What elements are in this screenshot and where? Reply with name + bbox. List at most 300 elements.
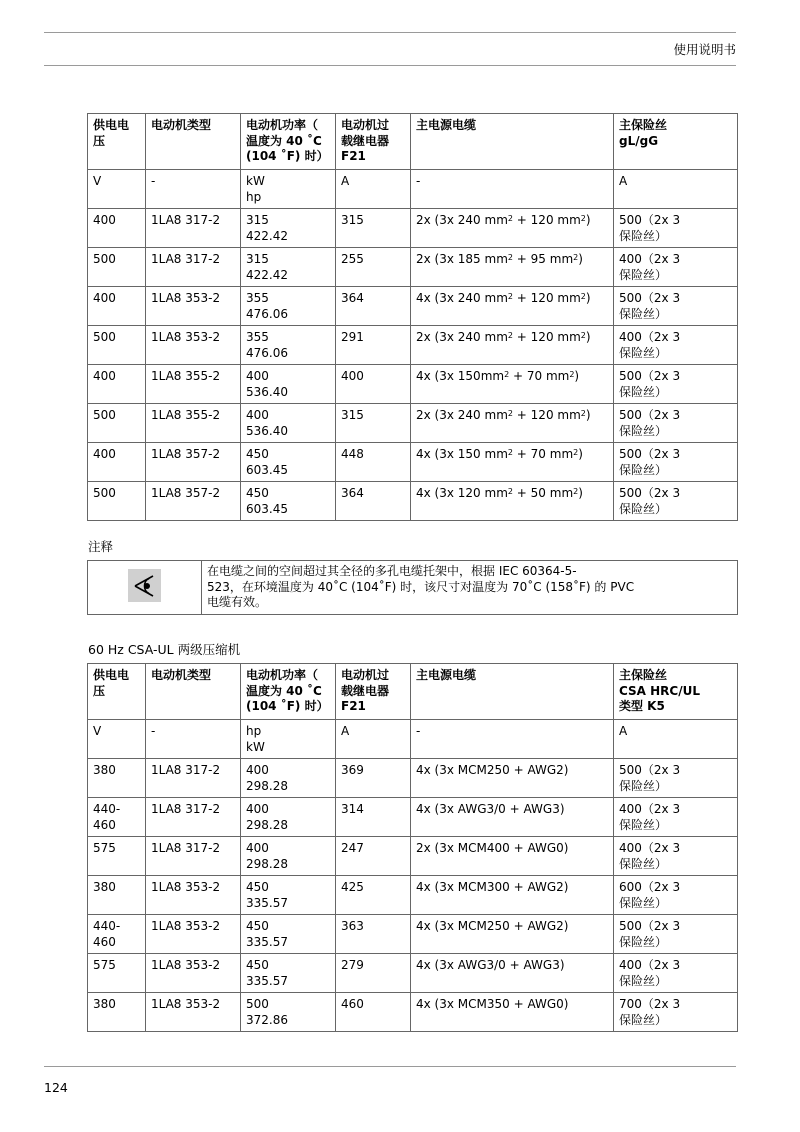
cell-line: 保险丝） xyxy=(619,817,668,832)
cell-line: kW xyxy=(246,739,265,754)
table-cell: 291 xyxy=(336,326,411,365)
cell-line: 保险丝） xyxy=(619,501,668,516)
unit-cell xyxy=(336,170,411,209)
cable-text: 2x (3x 240 mm xyxy=(416,330,508,344)
table-cell xyxy=(241,248,336,287)
section-title: 60 Hz CSA-UL 两级压缩机 xyxy=(88,642,241,657)
table-cell xyxy=(614,443,738,482)
cell-line: 500（2x 3 xyxy=(619,213,681,227)
cell-line: 主保险丝 xyxy=(619,118,668,132)
cable-text: 4x (3x AWG3/0 + AWG3) xyxy=(416,958,565,972)
cable-text: 2x (3x 240 mm xyxy=(416,408,508,422)
unit-cell xyxy=(88,170,146,209)
table-cell xyxy=(614,915,738,954)
cell-line: 400 xyxy=(246,369,269,383)
table-cell: 1LA8 355-2 xyxy=(146,365,241,404)
cell-line: 电动机类型 xyxy=(151,118,212,132)
page-header-title: 使用说明书 xyxy=(673,42,736,57)
table-cell: 400 xyxy=(336,365,411,404)
column-header xyxy=(88,664,146,720)
cell-line: 536.40 xyxy=(246,423,288,438)
cell-line: 类型 K5 xyxy=(619,699,665,713)
cell-line: 500 xyxy=(246,997,269,1011)
column-header xyxy=(336,114,411,170)
table-cell xyxy=(614,798,738,837)
cell-line: 400（2x 3 xyxy=(619,252,681,266)
cell-line: 372.86 xyxy=(246,1012,288,1027)
cell-line: 保险丝） xyxy=(619,306,668,321)
cable-line xyxy=(416,841,608,857)
table-cell xyxy=(614,209,738,248)
cable-text: 4x (3x MCM250 + AWG2) xyxy=(416,763,569,777)
table-cell xyxy=(241,326,336,365)
cable-line xyxy=(416,919,608,935)
table-cell xyxy=(614,759,738,798)
cable-line xyxy=(416,252,608,268)
unit-cell xyxy=(241,170,336,209)
note-icon-cell xyxy=(88,561,202,615)
table-cell xyxy=(88,798,146,837)
page-number: 124 xyxy=(44,1080,68,1095)
cable-text: 4x (3x 240 mm xyxy=(416,291,508,305)
table-cell xyxy=(88,326,146,365)
cell-line: 450 xyxy=(246,919,269,933)
table-cell: 1LA8 353-2 xyxy=(146,993,241,1032)
cable-line xyxy=(416,369,608,385)
table-cell xyxy=(241,209,336,248)
cable-text: ) xyxy=(585,330,591,344)
cable-line xyxy=(416,802,608,818)
cable-text: 4x (3x AWG3/0 + AWG3) xyxy=(416,802,565,816)
cell-line: 380 xyxy=(93,763,116,777)
cell-line: 335.57 xyxy=(246,895,288,910)
superscript: 2 xyxy=(573,487,579,496)
note-line: 523，在环境温度为 40˚C (104˚F) 时，该尺寸对温度为 70˚C (158˚F) 的 PVC xyxy=(207,579,635,594)
cable-text: ) xyxy=(578,447,583,461)
superscript: 2 xyxy=(507,331,513,340)
table-cell: 448 xyxy=(336,443,411,482)
cell-line: 400（2x 3 xyxy=(619,841,681,855)
table-cell xyxy=(411,287,614,326)
unit-cell xyxy=(411,170,614,209)
cell-line: 电动机功率（ xyxy=(246,118,319,132)
table-row xyxy=(88,837,738,876)
table-cell: 315 xyxy=(336,209,411,248)
superscript: 2 xyxy=(569,370,575,379)
table-cell xyxy=(411,443,614,482)
cell-line: 380 xyxy=(93,997,116,1011)
cell-line: 476.06 xyxy=(246,345,288,360)
cell-line: 355 xyxy=(246,291,269,305)
cable-text: ) xyxy=(585,291,591,305)
cell-line: 575 xyxy=(93,841,116,855)
table-cell: 1LA8 317-2 xyxy=(146,798,241,837)
cell-line: 压 xyxy=(93,683,106,698)
cell-line: 400（2x 3 xyxy=(619,330,681,344)
cell-line: 335.57 xyxy=(246,973,288,988)
cell-line: 400 xyxy=(93,447,116,461)
table-row xyxy=(88,915,738,954)
cell-line: 422.42 xyxy=(246,228,288,243)
cell-line: F21 xyxy=(341,149,366,163)
table-cell xyxy=(88,915,146,954)
unit-cell xyxy=(614,720,738,759)
cell-line: 500（2x 3 xyxy=(619,763,681,777)
table-cell: 247 xyxy=(336,837,411,876)
table-cell xyxy=(88,993,146,1032)
cell-line: 440- xyxy=(93,919,121,933)
column-header xyxy=(241,664,336,720)
note-line: 在电缆之间的空间超过其全径的多孔电缆托架中，根据 IEC 60364-5- xyxy=(207,564,577,578)
cable-text: 4x (3x 120 mm xyxy=(416,486,508,500)
table-cell xyxy=(614,404,738,443)
cable-text: 4x (3x MCM350 + AWG0) xyxy=(416,997,569,1011)
table-cell: 255 xyxy=(336,248,411,287)
table-cell xyxy=(241,404,336,443)
header-row xyxy=(88,664,738,720)
cell-line: 400 xyxy=(246,802,269,816)
cable-line xyxy=(416,213,608,229)
unit-cell xyxy=(146,170,241,209)
table-cell: 364 xyxy=(336,482,411,521)
column-header xyxy=(614,114,738,170)
superscript: 2 xyxy=(507,292,513,301)
cable-line xyxy=(416,486,608,502)
table-cell xyxy=(88,248,146,287)
cable-text: ) xyxy=(578,486,583,500)
cell-line: 536.40 xyxy=(246,384,288,399)
table-cell xyxy=(411,482,614,521)
cell-line: 保险丝） xyxy=(619,856,668,871)
superscript: 2 xyxy=(507,253,513,262)
table-cell xyxy=(614,993,738,1032)
table-cell xyxy=(241,837,336,876)
superscript: 2 xyxy=(573,448,579,457)
eye-icon xyxy=(128,569,161,602)
cell-line: 450 xyxy=(246,880,269,894)
cell-line: 460 xyxy=(93,817,116,832)
cell-line: 电动机类型 xyxy=(151,668,212,682)
cell-line: 保险丝） xyxy=(619,462,668,477)
cell-line: 电动机功率（ xyxy=(246,668,319,682)
cable-text: + 50 mm xyxy=(512,486,574,500)
cell-line: 400 xyxy=(93,213,116,227)
table-cell xyxy=(241,482,336,521)
table-row xyxy=(88,482,738,521)
table-cell: 1LA8 317-2 xyxy=(146,248,241,287)
note-box xyxy=(87,560,738,615)
table-cell xyxy=(614,248,738,287)
table-cell: 1LA8 357-2 xyxy=(146,443,241,482)
superscript: 2 xyxy=(507,448,513,457)
table-row xyxy=(88,287,738,326)
cell-line: 450 xyxy=(246,447,269,461)
table-cell xyxy=(241,759,336,798)
cell-line: 保险丝） xyxy=(619,345,668,360)
cable-text: 4x (3x MCM300 + AWG2) xyxy=(416,880,569,894)
units-row xyxy=(88,720,738,759)
table-cell xyxy=(614,287,738,326)
cell-line: 298.28 xyxy=(246,817,288,832)
cable-line xyxy=(416,291,608,307)
column-header xyxy=(146,664,241,720)
column-header xyxy=(614,664,738,720)
table-cell xyxy=(411,993,614,1032)
cell-line: 保险丝） xyxy=(619,778,668,793)
table-cell xyxy=(411,326,614,365)
cell-line: 400 xyxy=(246,841,269,855)
table-cell xyxy=(411,798,614,837)
table-cell: 1LA8 317-2 xyxy=(146,837,241,876)
units-row xyxy=(88,170,738,209)
cell-line: 380 xyxy=(93,880,116,894)
cell-line: A xyxy=(619,174,628,188)
cell-line: 供电电 xyxy=(93,118,130,132)
cable-text: 4x (3x MCM250 + AWG2) xyxy=(416,919,569,933)
footer-rule xyxy=(44,1066,736,1067)
cable-line xyxy=(416,408,608,424)
table-cell xyxy=(614,326,738,365)
cable-text: 4x (3x 150 mm xyxy=(416,447,508,461)
table-cell: 1LA8 353-2 xyxy=(146,287,241,326)
cell-line: 500（2x 3 xyxy=(619,447,681,461)
cell-line: - xyxy=(416,724,421,738)
table-row xyxy=(88,798,738,837)
table-cell: 425 xyxy=(336,876,411,915)
superscript: 2 xyxy=(580,331,586,340)
table-cell: 1LA8 353-2 xyxy=(146,876,241,915)
cell-line: 575 xyxy=(93,958,116,972)
table-cell xyxy=(88,365,146,404)
table-cell xyxy=(614,954,738,993)
cell-line: 355 xyxy=(246,330,269,344)
table-cell: 315 xyxy=(336,404,411,443)
table-cell xyxy=(88,482,146,521)
table-cell: 1LA8 357-2 xyxy=(146,482,241,521)
cell-line: F21 xyxy=(341,699,366,713)
cable-text: + 120 mm xyxy=(512,213,581,227)
cell-line: 温度为 40 ˚C xyxy=(246,133,322,148)
table-cell xyxy=(88,287,146,326)
cell-line: 500 xyxy=(93,408,116,422)
table-cell xyxy=(614,482,738,521)
table-cell: 1LA8 353-2 xyxy=(146,326,241,365)
table-cell: 363 xyxy=(336,915,411,954)
table-row xyxy=(88,326,738,365)
unit-cell xyxy=(336,720,411,759)
table-cell xyxy=(411,759,614,798)
unit-cell xyxy=(88,720,146,759)
cell-line: kW xyxy=(246,174,265,188)
cell-line: 保险丝） xyxy=(619,228,668,243)
cell-line: 500（2x 3 xyxy=(619,291,681,305)
table-cell xyxy=(411,876,614,915)
table-cell xyxy=(88,209,146,248)
column-header xyxy=(241,114,336,170)
cell-line: 335.57 xyxy=(246,934,288,949)
superscript: 2 xyxy=(507,409,513,418)
cell-line: 压 xyxy=(93,133,106,148)
cell-line: 440- xyxy=(93,802,121,816)
table-cell xyxy=(411,209,614,248)
cell-line: 500（2x 3 xyxy=(619,408,681,422)
table-cell: 369 xyxy=(336,759,411,798)
column-header xyxy=(411,114,614,170)
header-rule-top xyxy=(44,32,736,33)
cell-line: 电动机过 xyxy=(341,668,390,682)
cell-line: A xyxy=(341,174,350,188)
cell-line: 保险丝） xyxy=(619,973,668,988)
cell-line: 315 xyxy=(246,252,269,266)
cable-text: ) xyxy=(585,408,591,422)
superscript: 2 xyxy=(580,292,586,301)
cell-line: 载继电器 xyxy=(341,683,390,698)
table-cell xyxy=(411,954,614,993)
cell-line: 400（2x 3 xyxy=(619,802,681,816)
cell-line: 主电源电缆 xyxy=(416,118,477,132)
table-cell xyxy=(241,365,336,404)
table-cell: 314 xyxy=(336,798,411,837)
cell-line: 298.28 xyxy=(246,778,288,793)
table-row xyxy=(88,443,738,482)
table-cell xyxy=(411,365,614,404)
cable-line xyxy=(416,447,608,463)
cell-line: 450 xyxy=(246,486,269,500)
cable-line xyxy=(416,958,608,974)
unit-cell xyxy=(614,170,738,209)
cable-text: ) xyxy=(585,213,591,227)
cell-line: 700（2x 3 xyxy=(619,997,681,1011)
cable-line xyxy=(416,997,608,1013)
cable-text: 4x (3x 150mm xyxy=(416,369,505,383)
table-cell xyxy=(614,876,738,915)
table-cell: 460 xyxy=(336,993,411,1032)
header-rule-bottom xyxy=(44,65,736,66)
cable-spec-table-2 xyxy=(87,663,738,1032)
cell-line: hp xyxy=(246,724,262,738)
cable-text: + 95 mm xyxy=(512,252,574,266)
table-cell: 1LA8 317-2 xyxy=(146,759,241,798)
table-cell: 1LA8 355-2 xyxy=(146,404,241,443)
cell-line: 500 xyxy=(93,330,116,344)
cell-line: 载继电器 xyxy=(341,133,390,148)
table-cell xyxy=(614,365,738,404)
cell-line: 500（2x 3 xyxy=(619,486,681,500)
table-cell xyxy=(88,876,146,915)
cell-line: 温度为 40 ˚C xyxy=(246,683,322,698)
superscript: 2 xyxy=(580,214,586,223)
table-cell xyxy=(614,837,738,876)
cell-line: 保险丝） xyxy=(619,1012,668,1027)
cable-line xyxy=(416,330,608,346)
superscript: 2 xyxy=(580,409,586,418)
table-cell xyxy=(411,248,614,287)
cell-line: 400（2x 3 xyxy=(619,958,681,972)
table-cell xyxy=(241,287,336,326)
cell-line: 电动机过 xyxy=(341,118,390,132)
cable-line xyxy=(416,880,608,896)
cell-line: (104 ˚F) 时） xyxy=(246,699,329,713)
cell-line: 603.45 xyxy=(246,462,288,477)
table-row xyxy=(88,876,738,915)
cell-line: - xyxy=(151,724,156,738)
column-header xyxy=(88,114,146,170)
table-cell xyxy=(88,443,146,482)
cell-line: 400 xyxy=(93,369,116,383)
note-line: 电缆有效。 xyxy=(207,595,268,609)
cable-spec-table-1 xyxy=(87,113,738,521)
superscript: 2 xyxy=(507,487,513,496)
cell-line: 603.45 xyxy=(246,501,288,516)
cable-text: + 120 mm xyxy=(512,291,581,305)
cell-line: V xyxy=(93,724,102,738)
cable-text: 2x (3x MCM400 + AWG0) xyxy=(416,841,569,855)
cable-text: + 120 mm xyxy=(512,330,581,344)
cell-line: gL/gG xyxy=(619,133,659,148)
table-row xyxy=(88,993,738,1032)
cell-line: A xyxy=(341,724,350,738)
superscript: 2 xyxy=(507,214,513,223)
cable-text: + 120 mm xyxy=(512,408,581,422)
cell-line: 主保险丝 xyxy=(619,668,668,682)
table-cell xyxy=(241,876,336,915)
cell-line: - xyxy=(416,174,421,188)
superscript: 2 xyxy=(573,253,579,262)
table-cell: 279 xyxy=(336,954,411,993)
table-cell xyxy=(241,954,336,993)
cell-line: 保险丝） xyxy=(619,267,668,282)
cell-line: 450 xyxy=(246,958,269,972)
table-row xyxy=(88,248,738,287)
cell-line: 400 xyxy=(246,408,269,422)
cell-line: 400 xyxy=(246,763,269,777)
table-cell xyxy=(241,443,336,482)
note-label: 注释 xyxy=(88,539,114,554)
cell-line: 保险丝） xyxy=(619,934,668,949)
cell-line: 供电电 xyxy=(93,668,130,682)
table-cell xyxy=(411,915,614,954)
cell-line: 315 xyxy=(246,213,269,227)
table-cell: 364 xyxy=(336,287,411,326)
column-header xyxy=(146,114,241,170)
table-row xyxy=(88,954,738,993)
unit-cell xyxy=(146,720,241,759)
cable-text: + 70 mm xyxy=(512,447,574,461)
cell-line: CSA HRC/UL xyxy=(619,683,700,698)
cell-line: 保险丝） xyxy=(619,895,668,910)
table-cell xyxy=(88,759,146,798)
cell-line: 600（2x 3 xyxy=(619,880,681,894)
table-cell xyxy=(411,404,614,443)
table-row xyxy=(88,365,738,404)
cable-text: 2x (3x 185 mm xyxy=(416,252,508,266)
cable-text: + 70 mm xyxy=(509,369,570,383)
cell-line: hp xyxy=(246,189,262,204)
cell-line: 500（2x 3 xyxy=(619,919,681,933)
table-cell xyxy=(241,993,336,1032)
superscript: 2 xyxy=(504,370,510,379)
cable-line xyxy=(416,763,608,779)
cell-line: 保险丝） xyxy=(619,384,668,399)
unit-cell xyxy=(411,720,614,759)
cable-text: ) xyxy=(578,252,583,266)
cell-line: 500 xyxy=(93,252,116,266)
header-row xyxy=(88,114,738,170)
table-row xyxy=(88,404,738,443)
column-header xyxy=(336,664,411,720)
cable-text: 2x (3x 240 mm xyxy=(416,213,508,227)
cable-text: ) xyxy=(574,369,580,383)
